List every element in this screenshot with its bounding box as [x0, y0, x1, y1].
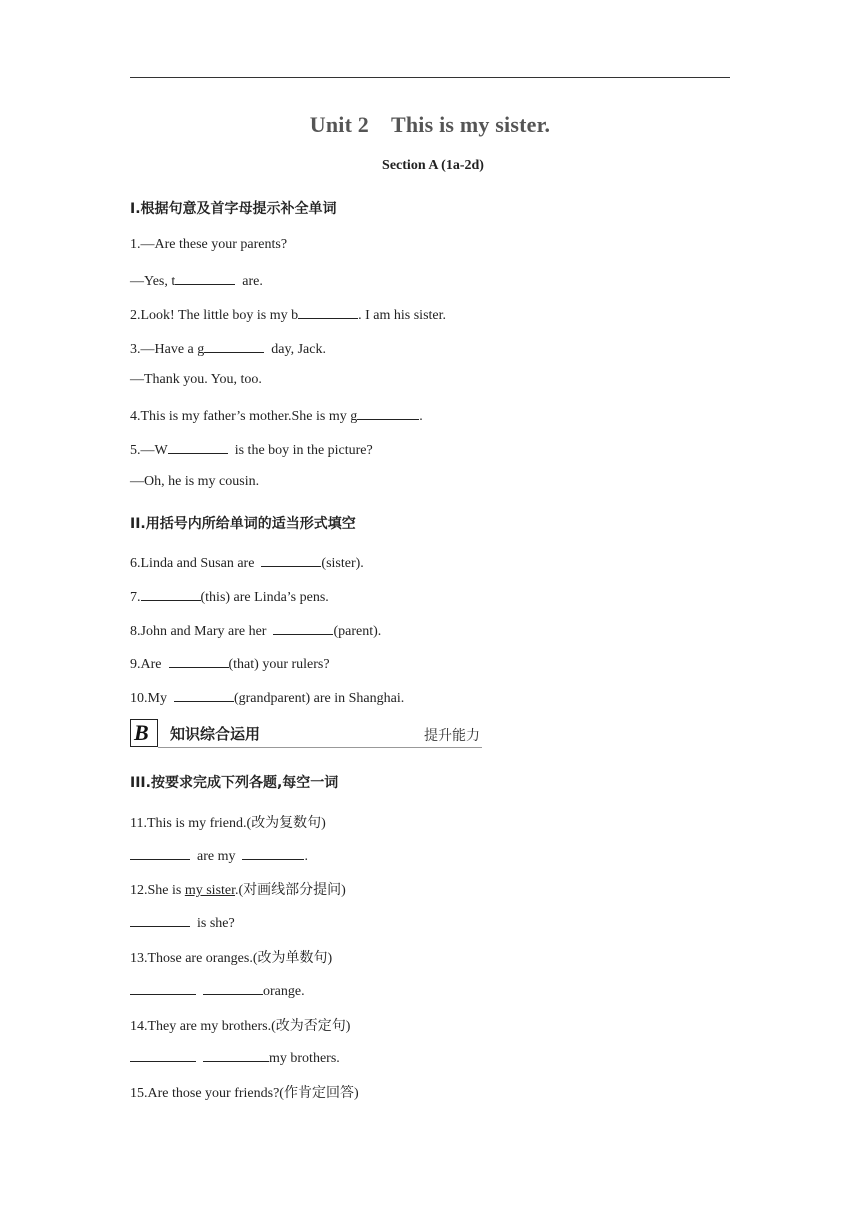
underlined-phrase: my sister — [184, 883, 236, 898]
b-badge-icon: B — [130, 719, 158, 747]
answer-blank[interactable] — [175, 271, 235, 285]
answer-blank[interactable] — [273, 621, 333, 635]
q7: 7. (this) are Linda’s pens. — [130, 587, 329, 606]
answer-blank[interactable] — [357, 406, 419, 420]
banner-title: 知识综合运用 — [170, 725, 261, 743]
section2-heading: II.用括号内所给单词的适当形式填空 — [130, 516, 356, 532]
q5-reply: —Oh, he is my cousin. — [130, 474, 260, 489]
section-subtitle: Section A (1a-2d) — [382, 158, 484, 173]
section3-heading: III.按要求完成下列各题,每空一词 — [130, 775, 339, 791]
answer-blank[interactable] — [168, 440, 228, 454]
banner-right-label: 提升能力 — [424, 728, 480, 744]
q14-prompt: 14.They are my brothers.(改为否定句) — [130, 1019, 351, 1034]
q15-prompt: 15.Are those your friends?(作肯定回答) — [130, 1086, 359, 1101]
section-b-banner — [130, 719, 482, 748]
q9: 9.Are (that) your rulers? — [130, 654, 330, 673]
q13-prompt: 13.Those are oranges.(改为单数句) — [130, 951, 333, 966]
q3-prompt: 3.—Have a g day, Jack. — [130, 339, 326, 358]
q1-prompt: 1.—Are these your parents? — [130, 237, 288, 252]
q12-prompt: 12.She is my sister.(对画线部分提问) — [130, 883, 346, 898]
answer-blank[interactable] — [203, 981, 263, 995]
q14-answer: my brothers. — [130, 1048, 340, 1067]
answer-blank[interactable] — [169, 654, 229, 668]
q2: 2.Look! The little boy is my b . I am his sister. — [130, 305, 446, 324]
page-title: Unit 2 This is my sister. — [309, 112, 551, 137]
answer-blank[interactable] — [203, 1048, 269, 1062]
q4: 4.This is my father’s mother.She is my g . — [130, 406, 423, 425]
q10: 10.My (grandparent) are in Shanghai. — [130, 688, 404, 707]
answer-blank[interactable] — [130, 846, 190, 860]
answer-blank[interactable] — [130, 981, 196, 995]
section1-heading: I.根据句意及首字母提示补全单词 — [130, 201, 337, 217]
q8: 8.John and Mary are her (parent). — [130, 621, 381, 640]
top-rule — [130, 77, 730, 78]
q3-reply: —Thank you. You, too. — [130, 372, 262, 387]
answer-blank[interactable] — [174, 688, 234, 702]
q11-prompt: 11.This is my friend.(改为复数句) — [130, 816, 326, 831]
answer-blank[interactable] — [130, 913, 190, 927]
q13-answer: orange. — [130, 981, 305, 1000]
answer-blank[interactable] — [242, 846, 304, 860]
answer-blank[interactable] — [141, 587, 201, 601]
q5-prompt: 5.—W is the boy in the picture? — [130, 440, 373, 459]
answer-blank[interactable] — [261, 553, 321, 567]
q1-answer: —Yes, t are. — [130, 271, 263, 290]
q12-answer: is she? — [130, 913, 235, 932]
answer-blank[interactable] — [130, 1048, 196, 1062]
banner-underline — [158, 747, 482, 748]
answer-blank[interactable] — [204, 339, 264, 353]
q11-answer: are my . — [130, 846, 308, 865]
answer-blank[interactable] — [298, 305, 358, 319]
q6: 6.Linda and Susan are (sister). — [130, 553, 364, 572]
